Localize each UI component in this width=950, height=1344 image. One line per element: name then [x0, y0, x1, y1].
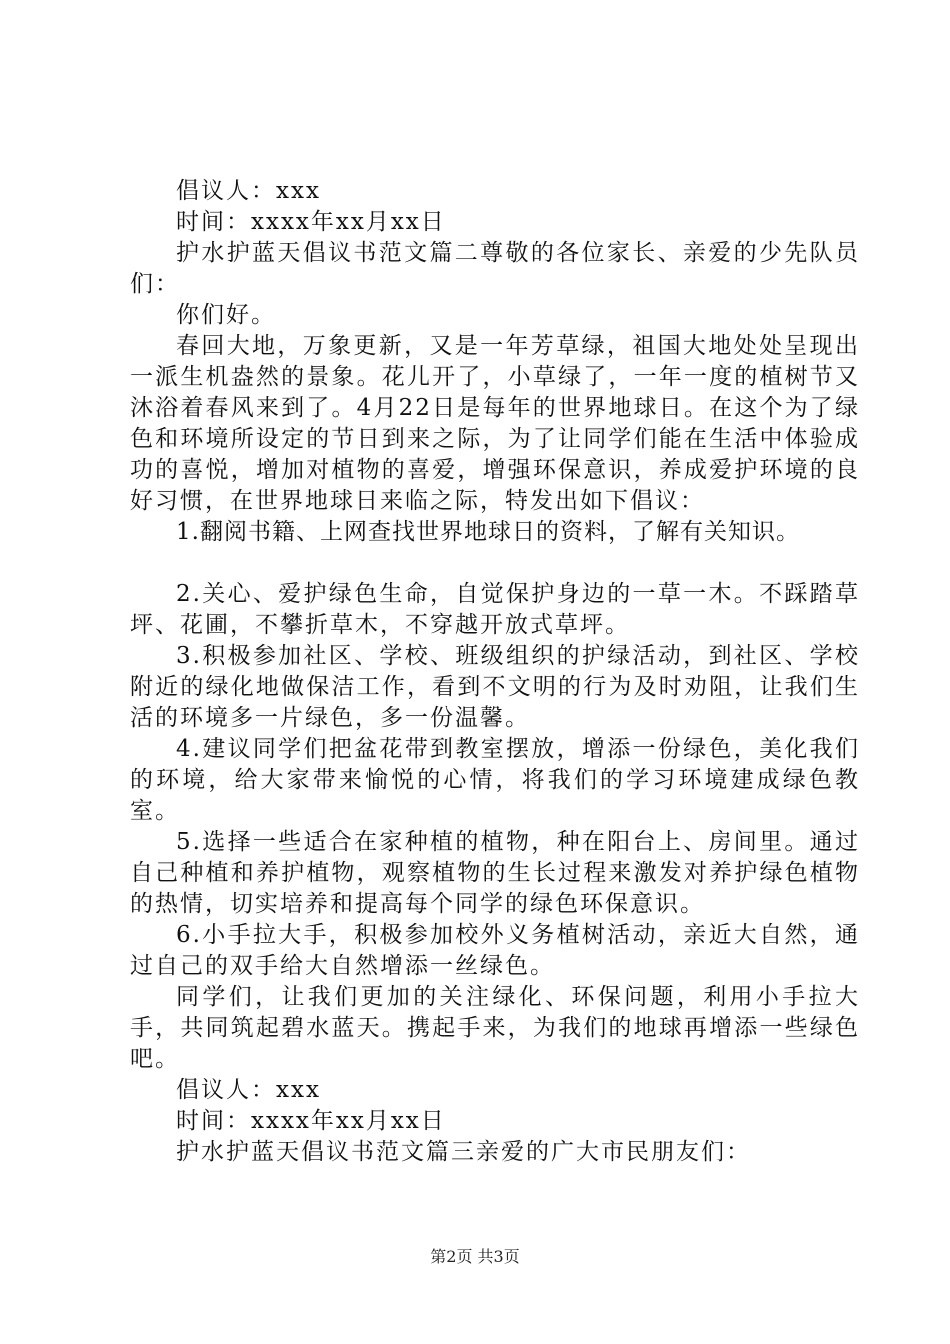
greeting: 你们好。: [176, 302, 276, 328]
proposal-item-1: 1.翻阅书籍、上网查找世界地球日的资料，了解有关知识。: [176, 519, 800, 545]
proposal-item-6: 6.小手拉大手，积极参加校外义务植树活动，亲近大自然，通过自己的双手给大自然增添一丝绿色。: [130, 922, 860, 979]
date-line-2: 时间：xxxx年xx月xx日: [176, 1108, 446, 1134]
document-body: [130, 176, 860, 1168]
section-heading-three: 护水护蓝天倡议书范文篇三亲爱的广大市民朋友们：: [176, 1139, 751, 1165]
date-line: 时间：xxxx年xx月xx日: [176, 209, 446, 235]
intro-paragraph: 春回大地，万象更新，又是一年芳草绿，祖国大地处处呈现出一派生机盎然的景象。花儿开了，小草绿了，一年一度的植树节又沐浴着春风来到了。4月22日是每年的世界地球日。在这个为了绿色和环境所设定的节日到来之际，为了让同学们能在生活中体验成功的喜悦，增加对植物的喜爱，增强环保意识，养成爱护环境的良好习惯，在世界地球日来临之际，特发出如下倡议：: [130, 333, 860, 514]
section-heading-two: 护水护蓝天倡议书范文篇二尊敬的各位家长、亲爱的少先队员们：: [130, 240, 860, 297]
closing-paragraph: 同学们，让我们更加的关注绿化、环保问题，利用小手拉大手，共同筑起碧水蓝天。携起手来，为我们的地球再增添一些绿色吧。: [130, 984, 860, 1072]
proposal-item-5: 5.选择一些适合在家种植的植物，种在阳台上、房间里。通过自己种植和养护植物，观察植物的生长过程来激发对养护绿色植物的热情，切实培养和提高每个同学的绿色环保意识。: [130, 829, 860, 917]
proposal-item-3: 3.积极参加社区、学校、班级组织的护绿活动，到社区、学校附近的绿化地做保洁工作，看到不文明的行为及时劝阻，让我们生活的环境多一片绿色，多一份温馨。: [130, 643, 860, 731]
proposal-item-4: 4.建议同学们把盆花带到教室摆放，增添一份绿色，美化我们的环境，给大家带来愉悦的心情，将我们的学习环境建成绿色教室。: [130, 736, 860, 824]
proposal-item-2: 2.关心、爱护绿色生命，自觉保护身边的一草一木。不踩踏草坪、花圃，不攀折草木，不穿越开放式草坪。: [130, 581, 860, 638]
signer-line-2: 倡议人：xxx: [176, 1077, 321, 1103]
signer-line: 倡议人：xxx: [176, 178, 321, 204]
page-number: 第2页 共3页: [430, 1247, 520, 1266]
